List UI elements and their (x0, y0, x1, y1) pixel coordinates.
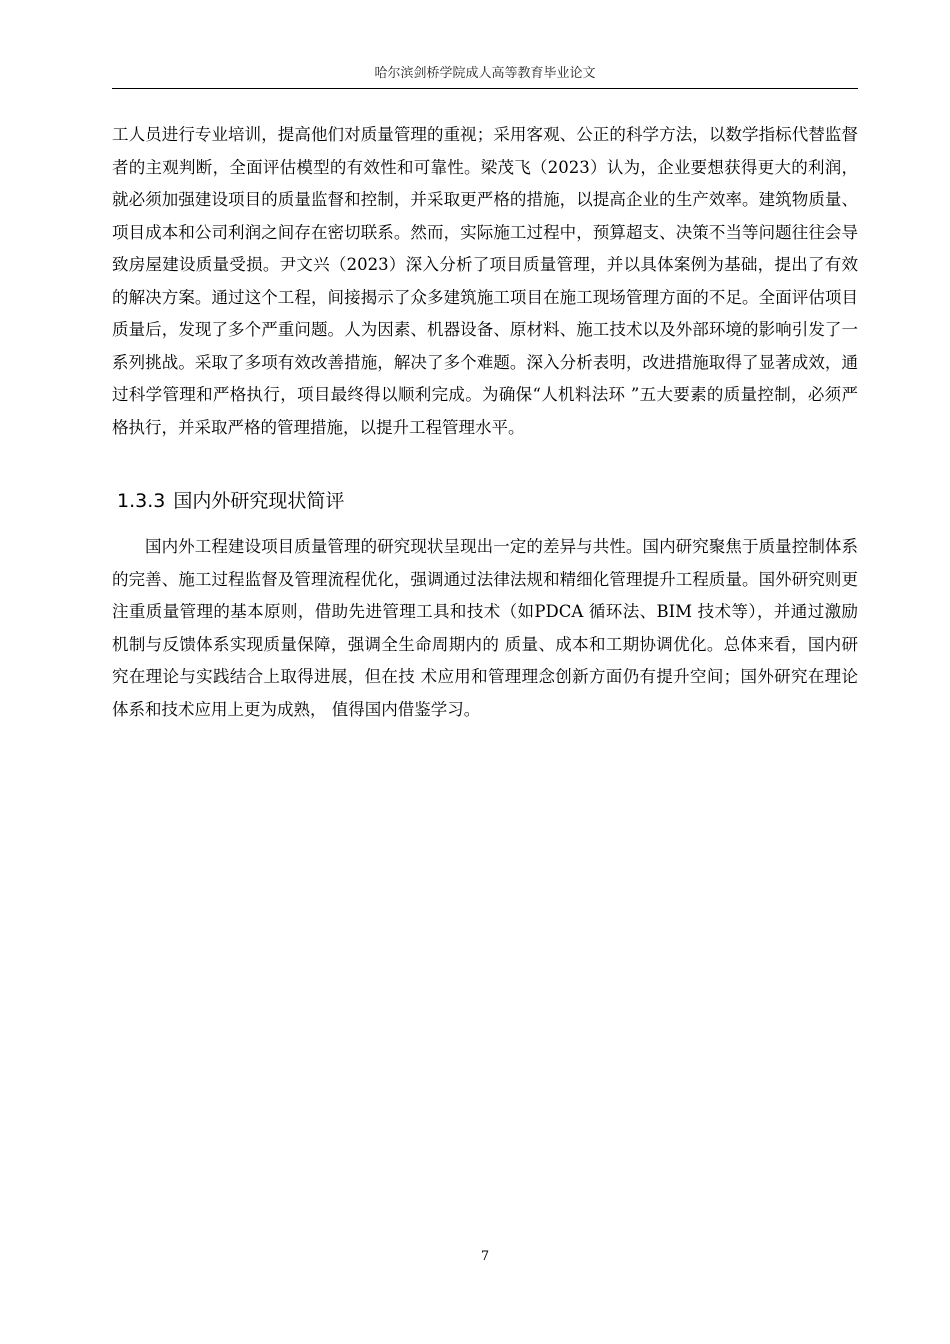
section-number: 1.3.3 (117, 490, 166, 512)
header-rule (112, 88, 858, 89)
section-title: 国内外研究现状简评 (173, 490, 345, 512)
page-number: 7 (480, 1249, 490, 1264)
section-heading (117, 486, 344, 516)
body-paragraph: 工人员进行专业培训，提高他们对质量管理的重视；采用客观、公正的科学方法，以数学指标代替监督者的主观判断，全面评估模型的有效性和可靠性。梁茂飞（2023）认为，企业要想获得更大的利润，就必须加强建设项目的质量监督和控制，并采取更严格的措施，以提高企业的生产效率。建筑物质量、项目成本和公司利润之间存在密切联系。然而，实际施工过程中，预算超支、决策不当等问题往往会导致房屋建设质量受损。尹文兴（2023）深入分析了项目质量管理，并以具体案例为基础，提出了有效的解决方案。通过这个工程，间接揭示了众多建筑施工项目在施工现场管理方面的不足。全面评估项目质量后，发现了多个严重问题。人为因素、机器设备、原材料、施工技术以及外部环境的影响引发了一系列挑战。采取了多项有效改善措施，解决了多个难题。深入分析表明，改进措施取得了显著成效，通过科学管理和严格执行，项目最终得以顺利完成。为确保“人机料法环 ”五大要素的质量控制，必须严格执行，并采取严格的管理措施，以提升工程管理水平。 (112, 125, 858, 437)
body-paragraph: 国内外工程建设项目质量管理的研究现状呈现出一定的差异与共性。国内研究聚焦于质量控制体系的完善、施工过程监督及管理流程优化，强调通过法律法规和精细化管理提升工程质量。国外研究则更注重质量管理的基本原则，借助先进管理工具和技术（如PDCA 循环法、BIM 技术等），并通过激励机制与反馈体系实现质量保障，强调全生命周期内的 质量、成本和工期协调优化。总体来看，国内研究在理论与实践结合上取得进展，但在技 术应用和管理理念创新方面仍有提升空间；国外研究在理论体系和技术应用上更为成熟， 值得国内借鉴学习。 (112, 537, 858, 719)
running-header: 哈尔滨剑桥学院成人高等教育毕业论文 (374, 66, 596, 81)
